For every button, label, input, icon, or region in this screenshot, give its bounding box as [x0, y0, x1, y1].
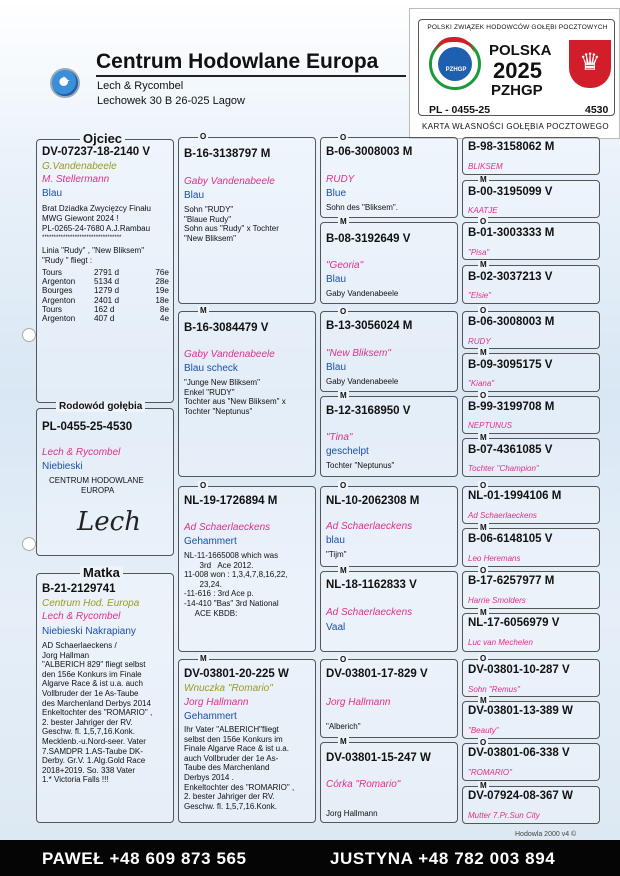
- sex-marker-o: O: [200, 132, 207, 141]
- gen3-box-1: [320, 137, 458, 218]
- card-year: 2025: [493, 58, 542, 83]
- contact-justyna: JUSTYNA +48 782 003 894: [330, 849, 556, 868]
- mother-desc-line: "ALBERICH 829" fliegt selbst: [42, 660, 146, 670]
- mother-color: Niebieski Nakrapiany: [42, 626, 136, 637]
- gen3-desc: Tochter "Neptunus": [326, 461, 395, 470]
- gen2-color: Gehammert: [184, 711, 237, 722]
- gen2-box-1: [178, 137, 316, 304]
- gen4-ring: NL-17-6056979 V: [468, 617, 560, 629]
- gen2-desc: [184, 725, 294, 811]
- sex-marker-m: M: [480, 348, 487, 357]
- gen3-box-8: [320, 742, 458, 823]
- sex-marker-m: M: [480, 433, 487, 442]
- table-row: [42, 305, 169, 314]
- result-race: Tours: [42, 304, 63, 314]
- page-title: Centrum Hodowlane Europa: [96, 50, 379, 73]
- result-place: 28e: [155, 277, 169, 287]
- result-count: 2401 d: [94, 295, 120, 305]
- contact-pawel: PAWEŁ +48 609 873 565: [42, 849, 247, 868]
- sex-marker-m: M: [340, 217, 347, 226]
- punch-hole: [22, 537, 36, 551]
- gen2-ring: B-16-3138797 M: [184, 148, 271, 160]
- gen2-ring: B-16-3084479 V: [184, 322, 269, 334]
- gen4-box-6: [462, 353, 600, 392]
- subject-color: Niebieski: [42, 461, 83, 472]
- gen3-ring: B-13-3056024 M: [326, 320, 413, 332]
- gen3-color: geschelpt: [326, 446, 369, 457]
- gen2-name: Gaby Vandenabeele: [184, 176, 275, 187]
- gen2-color: Blau: [184, 190, 205, 201]
- gen4-ring: B-02-3037213 V: [468, 271, 553, 283]
- title-underline: [96, 75, 406, 77]
- gen2-desc-line: "New Bliksem": [184, 233, 236, 243]
- gen3-name: "Georia": [326, 260, 364, 271]
- gen3-desc: Jorg Hallmann: [326, 809, 378, 818]
- gen2-desc-line: NL-11-1665008 which was: [184, 551, 279, 560]
- sex-marker-m: M: [200, 306, 207, 315]
- subject-owner: Lech & Rycombel: [42, 447, 121, 458]
- gen4-ring: B-17-6257977 M: [468, 575, 555, 587]
- subject-ring: PL-0455-25-4530: [42, 421, 133, 433]
- sex-marker-o: O: [340, 307, 347, 316]
- result-count: 2791 d: [94, 268, 120, 277]
- gen4-ring: DV-03801-13-389 W: [468, 705, 573, 717]
- gen4-box-9: [462, 486, 600, 524]
- sex-marker-o: O: [480, 654, 487, 663]
- sex-marker-m: M: [480, 696, 487, 705]
- gen2-desc-line: Tochter "Neptunus": [184, 406, 253, 416]
- gen4-name: "Pisa": [468, 248, 490, 257]
- gen3-box-3: [320, 311, 458, 392]
- gen4-ring: B-98-3158062 M: [468, 141, 555, 153]
- result-place: 8e: [159, 304, 169, 314]
- result-race: Argenton: [42, 277, 76, 287]
- gen2-box-3: [178, 486, 316, 652]
- gen4-ring: B-99-3199708 M: [468, 401, 555, 413]
- sex-marker-m: M: [480, 260, 487, 269]
- gen3-box-4: [320, 396, 458, 477]
- father-label: Ojciec: [80, 132, 125, 146]
- gen2-desc-line: Sohn "RUDY": [184, 205, 234, 214]
- mother-owner: Lech & Rycombel: [42, 611, 121, 622]
- gen4-ring: DV-03801-10-287 V: [468, 664, 570, 676]
- gen2-desc-line: Derbys 2014 .: [184, 772, 234, 782]
- gen4-box-14: [462, 701, 600, 739]
- gen4-box-7: [462, 396, 600, 434]
- gen4-box-1: [462, 137, 600, 175]
- sex-marker-o: O: [340, 481, 347, 490]
- table-row: [42, 286, 169, 295]
- mother-desc-line: Mecklenb.-u.Nord-seer. Vater: [42, 736, 146, 746]
- card-caption: KARTA WŁASNOŚCI GOŁĘBIA POCZTOWEGO: [422, 122, 609, 131]
- sex-marker-m: M: [480, 781, 487, 790]
- gen4-name: Mutter 7.Pr.Sun City: [468, 811, 540, 820]
- gen4-ring: DV-03801-06-338 V: [468, 747, 570, 759]
- sex-marker-o: O: [480, 738, 487, 747]
- card-frame: [418, 19, 615, 116]
- gen2-desc: [184, 378, 286, 416]
- card-serial: 4530: [585, 104, 609, 116]
- gen2-desc-line: Enkeltochter des "ROMARIO" ,: [184, 782, 295, 792]
- result-race: Argenton: [42, 295, 76, 305]
- sex-marker-m: M: [340, 566, 347, 575]
- sex-marker-o: O: [480, 481, 487, 490]
- gen2-desc-line: Ihr Vater "ALBERICH"fliegt: [184, 725, 279, 734]
- contact-footer: [0, 840, 620, 876]
- mother-label: Matka: [80, 566, 123, 580]
- gen3-name: Ad Schaerlaeckens: [326, 607, 413, 618]
- sex-marker-o: O: [480, 391, 487, 400]
- result-count: 162 d: [94, 304, 115, 314]
- card-ring-number: PL - 0455-25: [429, 104, 491, 116]
- result-race: Tours: [42, 268, 63, 277]
- father-desc-5: Linia "Rudy" , "New Bliksem": [42, 246, 145, 255]
- gen3-ring: DV-03801-15-247 W: [326, 752, 431, 764]
- gen2-color: Blau scheck: [184, 363, 238, 374]
- gen2-desc-line: auch Vollbruder der 1e As-: [184, 753, 279, 763]
- gen4-box-3: [462, 222, 600, 260]
- mother-desc-line: Geschw. fl. 1,5,7,16.Konk.: [42, 727, 135, 737]
- gen2-desc-line: selbst den 156e Konkurs im: [184, 734, 283, 744]
- father-desc-1: Brat Dziadka Zwycięzcy Finału: [42, 204, 151, 213]
- eagle-icon: ♛: [579, 49, 601, 76]
- table-row: [42, 296, 169, 305]
- pedigree-label: Rodowód gołębia: [56, 402, 145, 412]
- gen3-color: blau: [326, 535, 345, 546]
- gen3-box-6: [320, 571, 458, 652]
- sex-marker-m: M: [340, 737, 347, 746]
- gen3-desc: Gaby Vandenabeele: [326, 377, 399, 386]
- result-place: 76e: [155, 268, 169, 277]
- gen4-name: Harrie Smolders: [468, 596, 526, 605]
- mother-box: [36, 573, 174, 823]
- gen2-desc-line: 3rd Ace 2012.: [184, 560, 254, 570]
- mother-desc-line: 7.SAMDPR 1.AS-Taube DK-: [42, 746, 143, 756]
- gen3-name: "Tina": [326, 432, 353, 443]
- gen2-desc: [184, 205, 279, 243]
- sex-marker-m: M: [480, 523, 487, 532]
- sex-marker-o: O: [200, 481, 207, 490]
- subject-loft-1: CENTRUM HODOWLANE: [49, 476, 144, 485]
- mother-ring: B-21-2129741: [42, 583, 116, 595]
- gen4-box-2: [462, 180, 600, 218]
- table-row: [42, 268, 169, 277]
- gen2-ring: NL-19-1726894 M: [184, 495, 278, 507]
- mother-desc-line: Derby. Gr.V. 1.Alg.Gold Race: [42, 756, 146, 766]
- owner-address: Lechowek 30 B 26-025 Lagow: [97, 95, 245, 107]
- result-count: 5134 d: [94, 277, 120, 287]
- gen3-box-2: [320, 222, 458, 304]
- gen2-desc-line: Finale Algarve Race & ist u.a.: [184, 744, 289, 754]
- gen4-ring: DV-07924-08-367 W: [468, 790, 573, 802]
- sex-marker-m: M: [480, 608, 487, 617]
- gen3-desc: "Tijm": [326, 550, 347, 559]
- father-name: G.Vandenabeele: [42, 161, 117, 172]
- gen2-desc-line: 2. bester Jahriger der RV.: [184, 792, 275, 802]
- gen2-desc-line: ACE KBDB:: [184, 608, 238, 618]
- gen3-name: Jorg Hallmann: [326, 697, 391, 708]
- father-color: Blau: [42, 188, 63, 199]
- result-place: 19e: [155, 286, 169, 296]
- father-desc-2: MWG Giewont 2024 !: [42, 214, 119, 223]
- father-ring: DV-07237-18-2140 V: [42, 146, 151, 158]
- gen4-name: "Kiana": [468, 379, 495, 388]
- emblem-center: [438, 47, 472, 81]
- gen4-ring: B-01-3003333 M: [468, 227, 555, 239]
- card-org: PZHGP: [491, 82, 543, 99]
- gen3-name: Córka "Romario": [326, 779, 401, 790]
- gen4-name: Luc van Mechelen: [468, 638, 533, 647]
- mother-desc-line: Enkeltochter des "ROMARIO" ,: [42, 708, 153, 718]
- gen4-name: "Beauty": [468, 726, 499, 735]
- sex-marker-o: O: [480, 306, 487, 315]
- gen3-name: Ad Schaerlaeckens: [326, 521, 413, 532]
- sex-marker-m: M: [480, 175, 487, 184]
- subject-box: [36, 408, 174, 556]
- mother-desc: [42, 641, 152, 785]
- gen3-color: Blau: [326, 362, 347, 373]
- gen3-name: "New Bliksem": [326, 348, 391, 359]
- gen2-name: Wnuczka "Romario": [184, 683, 273, 694]
- father-desc-3: PL-0265-24-7680 A.J.Rambau: [42, 224, 151, 233]
- result-race: Bourges: [42, 286, 73, 296]
- software-note: Hodowla 2000 v4 ©: [515, 831, 577, 838]
- gen4-name: Leo Heremans: [468, 554, 521, 563]
- gen3-desc: Gaby Vandenabeele: [326, 289, 399, 298]
- subject-loft-2: EUROPA: [81, 486, 115, 495]
- gen4-name: Tochter "Champion": [468, 464, 539, 473]
- sex-marker-m: M: [200, 654, 207, 663]
- gen4-box-10: [462, 528, 600, 567]
- owner-signature: Lech: [77, 507, 141, 537]
- gen3-color: Blau: [326, 274, 347, 285]
- gen4-box-15: [462, 743, 600, 781]
- gen4-box-12: [462, 613, 600, 652]
- table-row: [42, 277, 169, 286]
- father-breeder: M. Stellermann: [42, 174, 110, 185]
- mother-desc-line: 2018+2019. So. 338 Vater: [42, 765, 136, 775]
- gen2-box-4: [178, 659, 316, 823]
- father-results-table: [42, 268, 169, 323]
- father-box: [36, 139, 174, 403]
- gen2-desc-line: -11-616 : 3rd Ace p.: [184, 589, 254, 599]
- gen3-desc: "Alberich": [326, 722, 361, 731]
- gen2-breeder: Jorg Hallmann: [184, 697, 249, 708]
- punch-hole: [22, 328, 36, 342]
- father-desc-4: **********************************: [42, 235, 122, 241]
- gen3-ring: NL-18-1162833 V: [326, 579, 417, 591]
- owner-name: Lech & Rycombel: [97, 80, 184, 92]
- sex-marker-o: O: [340, 133, 347, 142]
- gen4-ring: NL-01-1994106 M: [468, 490, 562, 502]
- emblem-text: PZHGP: [445, 67, 467, 73]
- gen4-ring: B-09-3095175 V: [468, 359, 553, 371]
- gen3-ring: DV-03801-17-829 V: [326, 668, 428, 680]
- gen2-desc-line: Taube des Marchenland: [184, 763, 270, 773]
- gen3-desc: Sohn des "Bliksem".: [326, 203, 398, 212]
- gen4-name: "ROMARIO": [468, 768, 512, 777]
- gen4-name: KAATJE: [468, 206, 498, 215]
- result-place: 4e: [159, 314, 169, 324]
- mother-name: Centrum Hod. Europa: [42, 598, 140, 609]
- gen2-desc-line: Tochter aus "New Bliksem" x: [184, 397, 286, 407]
- mother-desc-line: Jorg Hallman: [42, 650, 90, 660]
- gen2-name: Gaby Vandenabeele: [184, 349, 275, 360]
- father-desc-6: "Rudy " fliegt :: [42, 256, 93, 265]
- gen4-box-5: [462, 311, 600, 349]
- gen3-ring: NL-10-2062308 M: [326, 495, 420, 507]
- gen2-desc-line: 11-008 won : 1,3,4,7,8,16,22,: [184, 570, 288, 580]
- result-count: 1279 d: [94, 286, 120, 296]
- gen2-ring: DV-03801-20-225 W: [184, 668, 289, 680]
- gen2-name: Ad Schaerlaeckens: [184, 522, 271, 533]
- gen3-ring: B-12-3168950 V: [326, 405, 411, 417]
- gen4-ring: B-06-6148105 V: [468, 533, 553, 545]
- pzhgp-emblem-icon: [429, 38, 481, 90]
- gen2-desc-line: Enkel "RUDY": [184, 387, 235, 397]
- mother-desc-line: den 156e Konkurs im Finale: [42, 669, 142, 679]
- sex-marker-o: O: [480, 566, 487, 575]
- gen2-desc-line: Sohn aus "Rudy" x Tochter: [184, 224, 279, 234]
- gen4-ring: B-06-3008003 M: [468, 316, 555, 328]
- sex-marker-m: M: [340, 391, 347, 400]
- pigeon-icon: ✈: [59, 74, 71, 88]
- gen4-box-16: [462, 786, 600, 824]
- gen4-name: RUDY: [468, 337, 491, 346]
- card-country: POLSKA: [489, 42, 552, 59]
- gen4-name: BLIKSEM: [468, 162, 503, 171]
- gen4-ring: B-07-4361085 V: [468, 444, 553, 456]
- gen3-box-5: [320, 486, 458, 567]
- table-row: [42, 314, 169, 323]
- mother-desc-line: des Marchenland Derbys 2014: [42, 698, 151, 708]
- mother-desc-line: Algarve Race & ist u.a. auch: [42, 679, 143, 689]
- gen2-color: Gehammert: [184, 536, 237, 547]
- gen3-name: RUDY: [326, 174, 355, 185]
- gen4-name: Ad Schaerlaeckens: [468, 511, 537, 520]
- sex-marker-o: O: [340, 655, 347, 664]
- gen4-box-4: [462, 265, 600, 304]
- gen4-box-13: [462, 659, 600, 697]
- gen2-desc-line: 23,24.: [184, 579, 222, 589]
- ownership-card: [409, 8, 620, 139]
- gen2-desc-line: "Blaue Rudy": [184, 214, 232, 224]
- gen4-name: NEPTUNUS: [468, 421, 513, 430]
- gen2-desc-line: "Junge New Bliksem": [184, 378, 260, 387]
- gen2-box-2: [178, 311, 316, 477]
- sex-marker-o: O: [480, 217, 487, 226]
- mother-desc-line: 1.* Victoria Falls !!!: [42, 775, 109, 785]
- gen2-desc-line: Geschw. fl. 1,5,7,16.Konk.: [184, 801, 277, 811]
- result-place: 18e: [155, 295, 169, 305]
- gen4-name: Sohn "Remus": [468, 685, 520, 694]
- gen2-desc: [184, 551, 287, 618]
- mother-desc-line: Vollbruder der 1e As-Taube: [42, 688, 139, 698]
- gen2-desc-line: -14-410 "Bas" 3rd National: [184, 598, 279, 608]
- card-org-name: POLSKI ZWIĄZEK HODOWCÓW GOŁĘBI POCZTOWYCH: [427, 24, 608, 31]
- result-race: Argenton: [42, 314, 76, 324]
- gen4-ring: B-00-3195099 V: [468, 186, 553, 198]
- eagle-emblem-icon: [569, 40, 611, 88]
- gen3-color: Blue: [326, 188, 347, 199]
- gen3-ring: B-08-3192649 V: [326, 233, 411, 245]
- mother-desc-line: AD Schaerlaeckens /: [42, 641, 117, 650]
- mother-desc-line: 2. bester Jahriger der RV.: [42, 717, 133, 727]
- result-count: 407 d: [94, 314, 115, 324]
- gen3-ring: B-06-3008003 M: [326, 146, 413, 158]
- gen3-color: Vaal: [326, 622, 346, 633]
- gen3-box-7: [320, 659, 458, 738]
- gen4-box-8: [462, 438, 600, 477]
- gen4-box-11: [462, 571, 600, 609]
- gen4-name: "Elsie": [468, 291, 492, 300]
